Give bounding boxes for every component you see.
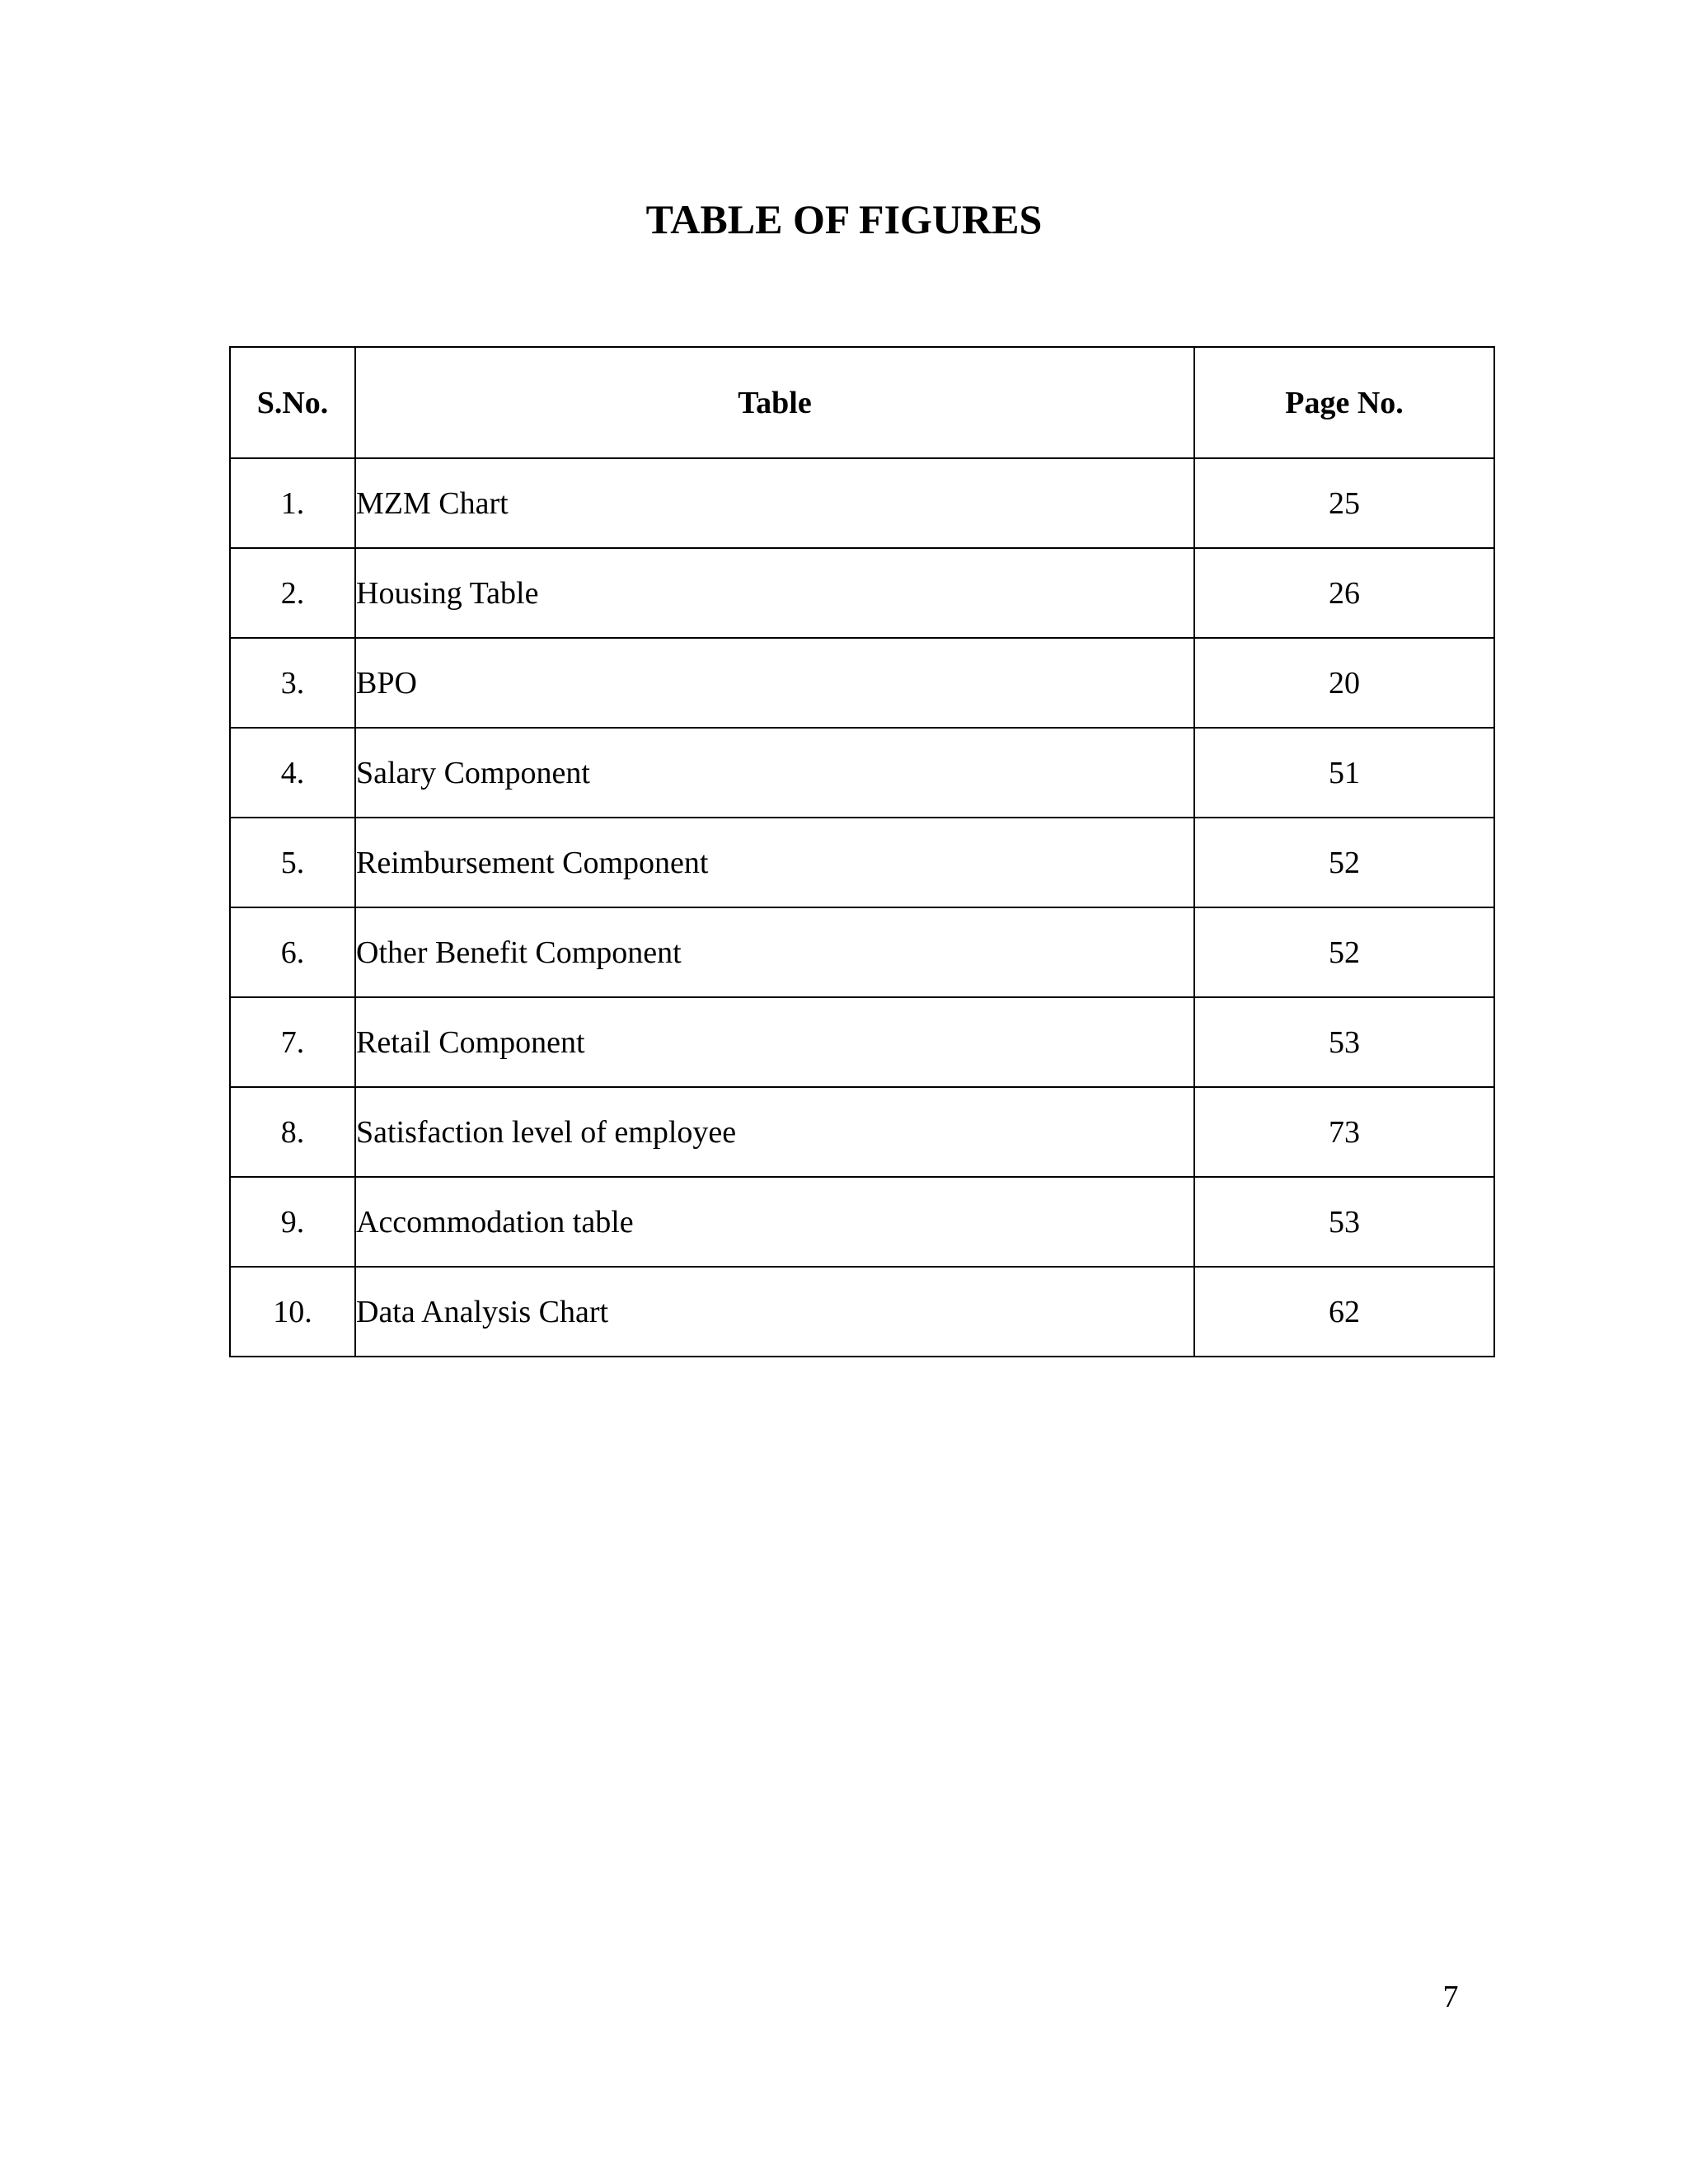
row-sno: 7. [230, 997, 355, 1087]
page-number: 7 [1442, 1980, 1459, 2014]
row-page: 51 [1194, 728, 1494, 818]
table-row [230, 728, 1494, 818]
table-row [230, 638, 1494, 728]
row-sno: 6. [230, 907, 355, 997]
row-page: 52 [1194, 907, 1494, 997]
table-row [230, 907, 1494, 997]
row-sno: 4. [230, 728, 355, 818]
row-title: Satisfaction level of employee [355, 1087, 1194, 1177]
row-sno: 1. [230, 458, 355, 548]
row-sno: 8. [230, 1087, 355, 1177]
figures-table [229, 346, 1495, 1357]
table-row [230, 997, 1494, 1087]
row-title: Accommodation table [355, 1177, 1194, 1267]
page-title: TABLE OF FIGURES [645, 196, 1043, 242]
row-page: 53 [1194, 997, 1494, 1087]
table-row [230, 1177, 1494, 1267]
table-row [230, 1267, 1494, 1357]
header-sno: S.No. [230, 347, 355, 458]
table-row [230, 818, 1494, 907]
header-table: Table [355, 347, 1194, 458]
row-sno: 2. [230, 548, 355, 638]
row-page: 20 [1194, 638, 1494, 728]
row-title: Data Analysis Chart [355, 1267, 1194, 1357]
row-title: Housing Table [355, 548, 1194, 638]
table-row [230, 548, 1494, 638]
row-page: 52 [1194, 818, 1494, 907]
row-page: 25 [1194, 458, 1494, 548]
table-row [230, 1087, 1494, 1177]
row-sno: 10. [230, 1267, 355, 1357]
table-row [230, 458, 1494, 548]
row-sno: 3. [230, 638, 355, 728]
row-page: 53 [1194, 1177, 1494, 1267]
header-page-no: Page No. [1194, 347, 1494, 458]
row-page: 26 [1194, 548, 1494, 638]
row-title: BPO [355, 638, 1194, 728]
row-title: MZM Chart [355, 458, 1194, 548]
row-sno: 9. [230, 1177, 355, 1267]
row-title: Reimbursement Component [355, 818, 1194, 907]
table-header-row [230, 347, 1494, 458]
row-title: Retail Component [355, 997, 1194, 1087]
row-page: 62 [1194, 1267, 1494, 1357]
row-sno: 5. [230, 818, 355, 907]
row-title: Salary Component [355, 728, 1194, 818]
row-title: Other Benefit Component [355, 907, 1194, 997]
row-page: 73 [1194, 1087, 1494, 1177]
